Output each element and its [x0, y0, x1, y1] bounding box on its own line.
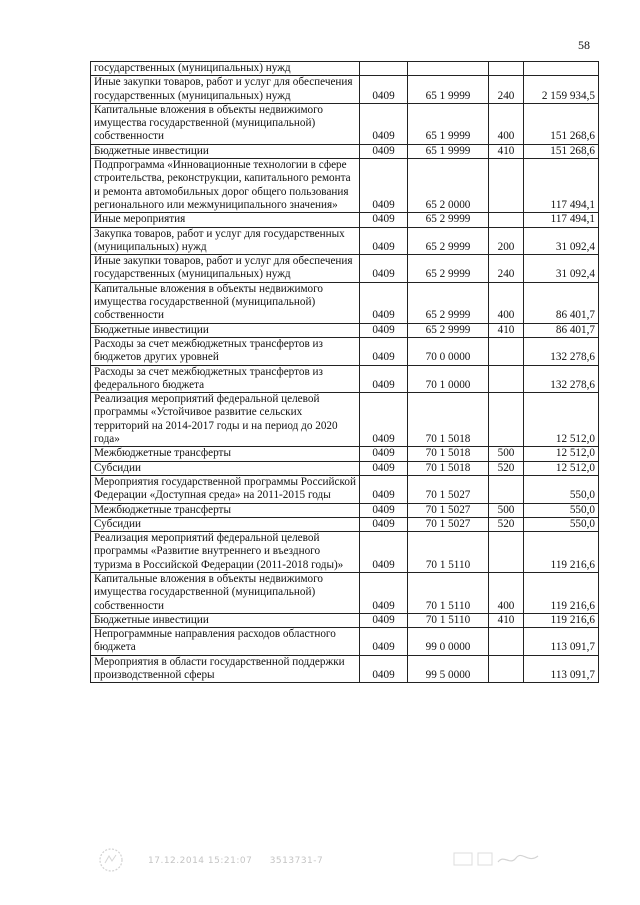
cell-expense-type: 520	[489, 461, 524, 475]
table-row	[91, 282, 599, 323]
cell-expense-type: 400	[489, 103, 524, 144]
cell-section-code: 0409	[360, 461, 408, 475]
table-row	[91, 613, 599, 627]
cell-expense-type: 200	[489, 227, 524, 255]
table-row	[91, 365, 599, 393]
cell-amount	[524, 62, 599, 76]
cell-expense-type: 240	[489, 76, 524, 104]
cell-section-code: 0409	[360, 255, 408, 283]
cell-description: Иные закупки товаров, работ и услуг для обеспечения государственных (муниципальных) нужд	[91, 255, 360, 283]
cell-amount: 550,0	[524, 475, 599, 503]
cell-section-code: 0409	[360, 282, 408, 323]
cell-expense-type	[489, 532, 524, 573]
table-row	[91, 517, 599, 531]
cell-section-code	[360, 62, 408, 76]
cell-amount: 119 216,6	[524, 613, 599, 627]
budget-table-body	[91, 62, 599, 683]
cell-description: Бюджетные инвестиции	[91, 323, 360, 337]
table-row	[91, 475, 599, 503]
cell-target-article: 65 2 9999	[408, 282, 489, 323]
cell-amount: 12 512,0	[524, 461, 599, 475]
cell-description: Межбюджетные трансферты	[91, 447, 360, 461]
cell-amount: 31 092,4	[524, 255, 599, 283]
cell-section-code: 0409	[360, 532, 408, 573]
table-row	[91, 503, 599, 517]
table-row	[91, 76, 599, 104]
table-row	[91, 213, 599, 227]
cell-section-code: 0409	[360, 572, 408, 613]
table-row	[91, 337, 599, 365]
cell-expense-type: 240	[489, 255, 524, 283]
cell-description: Бюджетные инвестиции	[91, 144, 360, 158]
table-row	[91, 532, 599, 573]
cell-section-code: 0409	[360, 159, 408, 213]
cell-amount: 119 216,6	[524, 572, 599, 613]
cell-description: Бюджетные инвестиции	[91, 613, 360, 627]
cell-target-article: 70 1 0000	[408, 365, 489, 393]
cell-section-code: 0409	[360, 613, 408, 627]
cell-target-article: 70 1 5027	[408, 475, 489, 503]
table-row	[91, 255, 599, 283]
cell-section-code: 0409	[360, 323, 408, 337]
cell-target-article: 65 2 9999	[408, 323, 489, 337]
table-row	[91, 227, 599, 255]
cell-expense-type: 410	[489, 323, 524, 337]
table-row	[91, 144, 599, 158]
cell-target-article: 70 1 5027	[408, 517, 489, 531]
cell-description: Субсидии	[91, 461, 360, 475]
cell-expense-type	[489, 655, 524, 683]
cell-section-code: 0409	[360, 76, 408, 104]
cell-amount: 117 494,1	[524, 213, 599, 227]
cell-amount: 151 268,6	[524, 144, 599, 158]
cell-description: Капитальные вложения в объекты недвижимого имущества государственной (муниципальной) собственности	[91, 103, 360, 144]
cell-expense-type: 410	[489, 613, 524, 627]
table-row	[91, 103, 599, 144]
cell-target-article: 70 1 5110	[408, 572, 489, 613]
cell-target-article: 99 0 0000	[408, 628, 489, 656]
cell-amount: 2 159 934,5	[524, 76, 599, 104]
cell-expense-type: 400	[489, 282, 524, 323]
table-row	[91, 655, 599, 683]
cell-target-article: 65 2 0000	[408, 159, 489, 213]
cell-target-article: 70 1 5018	[408, 461, 489, 475]
cell-expense-type	[489, 628, 524, 656]
cell-section-code: 0409	[360, 447, 408, 461]
cell-description: Капитальные вложения в объекты недвижимого имущества государственной (муниципальной) собственности	[91, 282, 360, 323]
table-row	[91, 393, 599, 447]
cell-amount: 132 278,6	[524, 337, 599, 365]
cell-amount: 86 401,7	[524, 323, 599, 337]
cell-target-article: 70 0 0000	[408, 337, 489, 365]
cell-section-code: 0409	[360, 144, 408, 158]
cell-description: Мероприятия государственной программы Российской Федерации «Доступная среда» на 2011-2015 годы	[91, 475, 360, 503]
cell-expense-type	[489, 337, 524, 365]
cell-section-code: 0409	[360, 517, 408, 531]
cell-amount: 550,0	[524, 503, 599, 517]
cell-amount: 119 216,6	[524, 532, 599, 573]
cell-description: Расходы за счет межбюджетных трансфертов из федерального бюджета	[91, 365, 360, 393]
cell-expense-type: 500	[489, 503, 524, 517]
cell-expense-type	[489, 62, 524, 76]
cell-target-article: 70 1 5110	[408, 613, 489, 627]
cell-target-article: 99 5 0000	[408, 655, 489, 683]
table-row	[91, 323, 599, 337]
cell-target-article: 65 2 9999	[408, 255, 489, 283]
cell-description: Иные мероприятия	[91, 213, 360, 227]
cell-section-code: 0409	[360, 393, 408, 447]
cell-section-code: 0409	[360, 503, 408, 517]
footer-timestamp: 17.12.2014 15:21:07	[148, 856, 253, 866]
cell-target-article: 65 2 9999	[408, 213, 489, 227]
cell-amount: 12 512,0	[524, 447, 599, 461]
cell-amount: 151 268,6	[524, 103, 599, 144]
cell-section-code: 0409	[360, 475, 408, 503]
cell-description: Иные закупки товаров, работ и услуг для обеспечения государственных (муниципальных) нужд	[91, 76, 360, 104]
cell-expense-type	[489, 393, 524, 447]
cell-amount: 12 512,0	[524, 393, 599, 447]
table-row	[91, 447, 599, 461]
cell-description: Подпрограмма «Инновационные технологии в сфере строительства, реконструкции, капитального ремонта и ремонта автомобильных дорог общего пользования регионального или межмуниципального значения»	[91, 159, 360, 213]
cell-expense-type	[489, 475, 524, 503]
cell-description: Мероприятия в области государственной поддержки производственной сферы	[91, 655, 360, 683]
cell-target-article: 65 2 9999	[408, 227, 489, 255]
cell-target-article: 70 1 5027	[408, 503, 489, 517]
table-row	[91, 461, 599, 475]
cell-description: Реализация мероприятий федеральной целевой программы «Развитие внутреннего и въездного туризма в Российской Федерации (2011-2018 годы)»	[91, 532, 360, 573]
table-row	[91, 159, 599, 213]
cell-description: Закупка товаров, работ и услуг для государственных (муниципальных) нужд	[91, 227, 360, 255]
signature-stamp-icon	[452, 850, 542, 870]
cell-target-article: 70 1 5018	[408, 393, 489, 447]
table-row	[91, 572, 599, 613]
cell-target-article: 65 1 9999	[408, 103, 489, 144]
cell-target-article: 65 1 9999	[408, 144, 489, 158]
cell-description: Расходы за счет межбюджетных трансфертов из бюджетов других уровней	[91, 337, 360, 365]
cell-target-article: 65 1 9999	[408, 76, 489, 104]
cell-amount: 113 091,7	[524, 628, 599, 656]
cell-section-code: 0409	[360, 213, 408, 227]
cell-description: Реализация мероприятий федеральной целевой программы «Устойчивое развитие сельских территорий на 2014-2017 годы и на период до 2020 года»	[91, 393, 360, 447]
cell-description: Непрограммные направления расходов областного бюджета	[91, 628, 360, 656]
cell-section-code: 0409	[360, 103, 408, 144]
cell-section-code: 0409	[360, 337, 408, 365]
footer-doc-number: 3513731-7	[269, 856, 324, 866]
cell-description: Капитальные вложения в объекты недвижимого имущества государственной (муниципальной) собственности	[91, 572, 360, 613]
page-number: 58	[578, 38, 590, 52]
cell-expense-type: 400	[489, 572, 524, 613]
seal-icon	[98, 847, 124, 873]
cell-description: Межбюджетные трансферты	[91, 503, 360, 517]
cell-amount: 132 278,6	[524, 365, 599, 393]
cell-target-article: 70 1 5110	[408, 532, 489, 573]
cell-description: Субсидии	[91, 517, 360, 531]
cell-description: государственных (муниципальных) нужд	[91, 62, 360, 76]
table-row	[91, 62, 599, 76]
cell-amount: 31 092,4	[524, 227, 599, 255]
cell-expense-type	[489, 213, 524, 227]
cell-amount: 117 494,1	[524, 159, 599, 213]
cell-amount: 113 091,7	[524, 655, 599, 683]
cell-expense-type: 520	[489, 517, 524, 531]
cell-target-article	[408, 62, 489, 76]
cell-section-code: 0409	[360, 655, 408, 683]
document-footer	[148, 856, 337, 866]
cell-section-code: 0409	[360, 227, 408, 255]
cell-section-code: 0409	[360, 365, 408, 393]
table-row	[91, 628, 599, 656]
cell-expense-type: 410	[489, 144, 524, 158]
cell-expense-type	[489, 159, 524, 213]
cell-expense-type: 500	[489, 447, 524, 461]
cell-expense-type	[489, 365, 524, 393]
cell-section-code: 0409	[360, 628, 408, 656]
cell-target-article: 70 1 5018	[408, 447, 489, 461]
cell-amount: 550,0	[524, 517, 599, 531]
budget-table	[90, 61, 599, 683]
cell-amount: 86 401,7	[524, 282, 599, 323]
